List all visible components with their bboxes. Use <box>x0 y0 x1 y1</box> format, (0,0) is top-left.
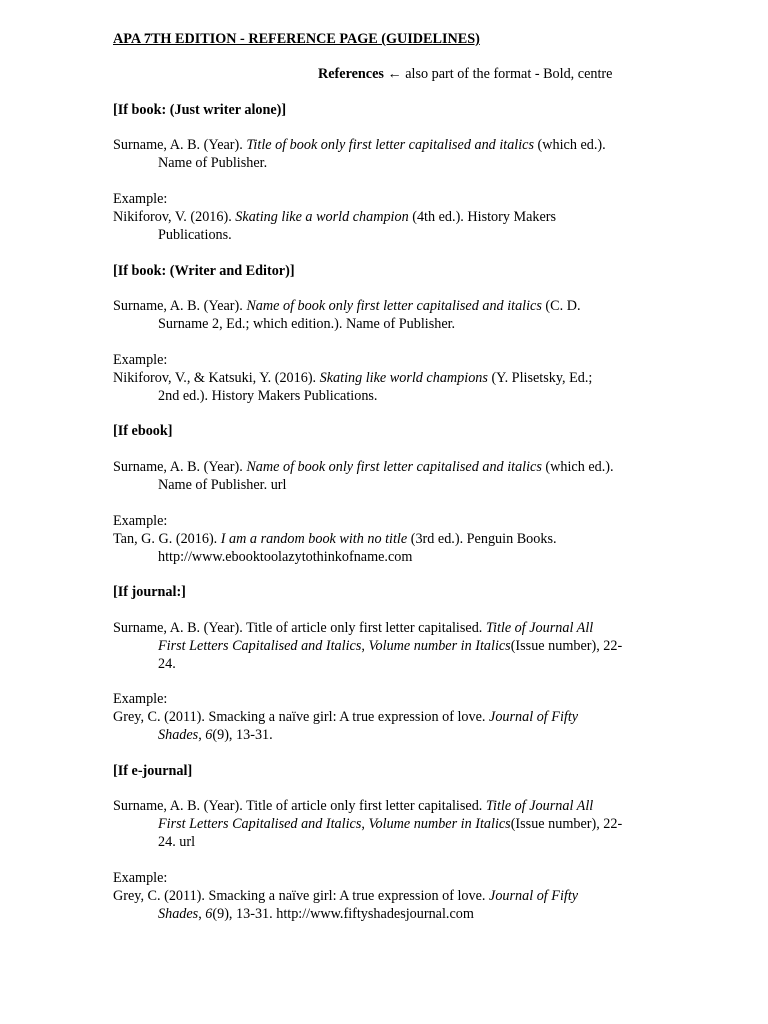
format-line-indent: 24. url <box>158 834 196 850</box>
left-arrow-icon: ← <box>387 66 402 82</box>
section-heading-ejournal: [If e-journal] <box>113 763 193 779</box>
example-line-indent <box>158 726 273 744</box>
text-run: Grey, C. (2011). Smacking a naïve girl: A true expression of love. <box>113 709 490 725</box>
format-line <box>113 458 614 476</box>
references-heading: References <box>318 66 384 82</box>
example-line <box>113 530 557 548</box>
text-run: , <box>361 816 369 832</box>
example-line <box>113 708 578 726</box>
document-title: APA 7TH EDITION - REFERENCE PAGE (GUIDELINES) <box>113 31 480 47</box>
section-heading-book-writer: [If book: (Just writer alone)] <box>113 102 287 118</box>
italic-text: Skating like world champions <box>319 370 488 386</box>
italic-text: Name of book only first letter capitalised and italics <box>246 459 542 475</box>
text-run: Surname, A. B. (Year). Title of article only first letter capitalised. <box>113 620 486 636</box>
italic-text: 6 <box>205 906 213 922</box>
italic-text: Name of book only first letter capitalised and italics <box>246 298 542 314</box>
text-run: Grey, C. (2011). Smacking a naïve girl: A true expression of love. <box>113 888 490 904</box>
italic-text: Title of Journal All <box>485 620 594 636</box>
italic-text: Shades <box>158 727 199 743</box>
section-heading-ebook: [If ebook] <box>113 423 173 439</box>
example-label: Example: <box>113 691 168 707</box>
example-label: Example: <box>113 513 168 529</box>
italic-text: Journal of Fifty <box>489 888 579 904</box>
text-run: (9), 13-31. <box>212 727 273 743</box>
italic-text: Title of Journal All <box>485 798 594 814</box>
format-line <box>113 619 593 637</box>
italic-text: Volume number in Italics <box>368 816 511 832</box>
text-run: , <box>198 906 206 922</box>
references-note: also part of the format - Bold, centre <box>401 66 613 82</box>
text-run: (Issue number), 22- <box>510 816 623 832</box>
example-line <box>113 369 592 387</box>
text-run: Nikiforov, V., & Katsuki, Y. (2016). <box>113 370 320 386</box>
text-run: , <box>198 727 206 743</box>
text-run: (3rd ed.). Penguin Books. <box>407 531 557 547</box>
format-line-indent <box>158 815 622 833</box>
text-run: Surname, A. B. (Year). <box>113 298 247 314</box>
format-line-indent: Name of Publisher. url <box>158 477 287 493</box>
text-run: Surname, A. B. (Year). Title of article only first letter capitalised. <box>113 798 486 814</box>
text-run: , <box>361 638 369 654</box>
italic-text: Title of book only first letter capitalised and italics <box>246 137 534 153</box>
italic-text: Journal of Fifty <box>489 709 579 725</box>
format-line-indent <box>158 637 622 655</box>
example-url: http://www.ebooktoolazytothinkofname.com <box>158 549 413 565</box>
text-run: (Y. Plisetsky, Ed.; <box>487 370 593 386</box>
example-label: Example: <box>113 191 168 207</box>
italic-text: Volume number in Italics <box>368 638 511 654</box>
example-line <box>113 208 556 226</box>
example-label: Example: <box>113 352 168 368</box>
example-line-indent: 2nd ed.). History Makers Publications. <box>158 388 378 404</box>
example-label: Example: <box>113 870 168 886</box>
format-line-indent: Surname 2, Ed.; which edition.). Name of Publisher. <box>158 316 456 332</box>
text-run: Tan, G. G. (2016). <box>113 531 221 547</box>
italic-text: First Letters Capitalised and Italics <box>158 816 362 832</box>
example-line-indent <box>158 905 474 923</box>
text-run: (9), 13-31. http://www.fiftyshadesjournal.com <box>212 906 474 922</box>
section-heading-journal: [If journal:] <box>113 584 186 600</box>
text-run: (which ed.). <box>541 459 614 475</box>
format-line-indent: 24. <box>158 656 176 672</box>
references-heading-line <box>318 65 612 83</box>
example-line <box>113 887 578 905</box>
text-run: Surname, A. B. (Year). <box>113 137 247 153</box>
format-line <box>113 297 581 315</box>
italic-text: I am a random book with no title <box>220 531 408 547</box>
format-line-indent: Name of Publisher. <box>158 155 268 171</box>
format-line <box>113 797 593 815</box>
text-run: Nikiforov, V. (2016). <box>113 209 236 225</box>
text-run: Surname, A. B. (Year). <box>113 459 247 475</box>
example-line-indent: Publications. <box>158 227 232 243</box>
format-line <box>113 136 606 154</box>
italic-text: Skating like a world champion <box>235 209 409 225</box>
text-run: (Issue number), 22- <box>510 638 623 654</box>
italic-text: Shades <box>158 906 199 922</box>
text-run: (4th ed.). History Makers <box>408 209 557 225</box>
text-run: (C. D. <box>541 298 581 314</box>
italic-text: 6 <box>205 727 213 743</box>
italic-text: First Letters Capitalised and Italics <box>158 638 362 654</box>
text-run: (which ed.). <box>534 137 606 153</box>
section-heading-book-editor: [If book: (Writer and Editor)] <box>113 263 295 279</box>
